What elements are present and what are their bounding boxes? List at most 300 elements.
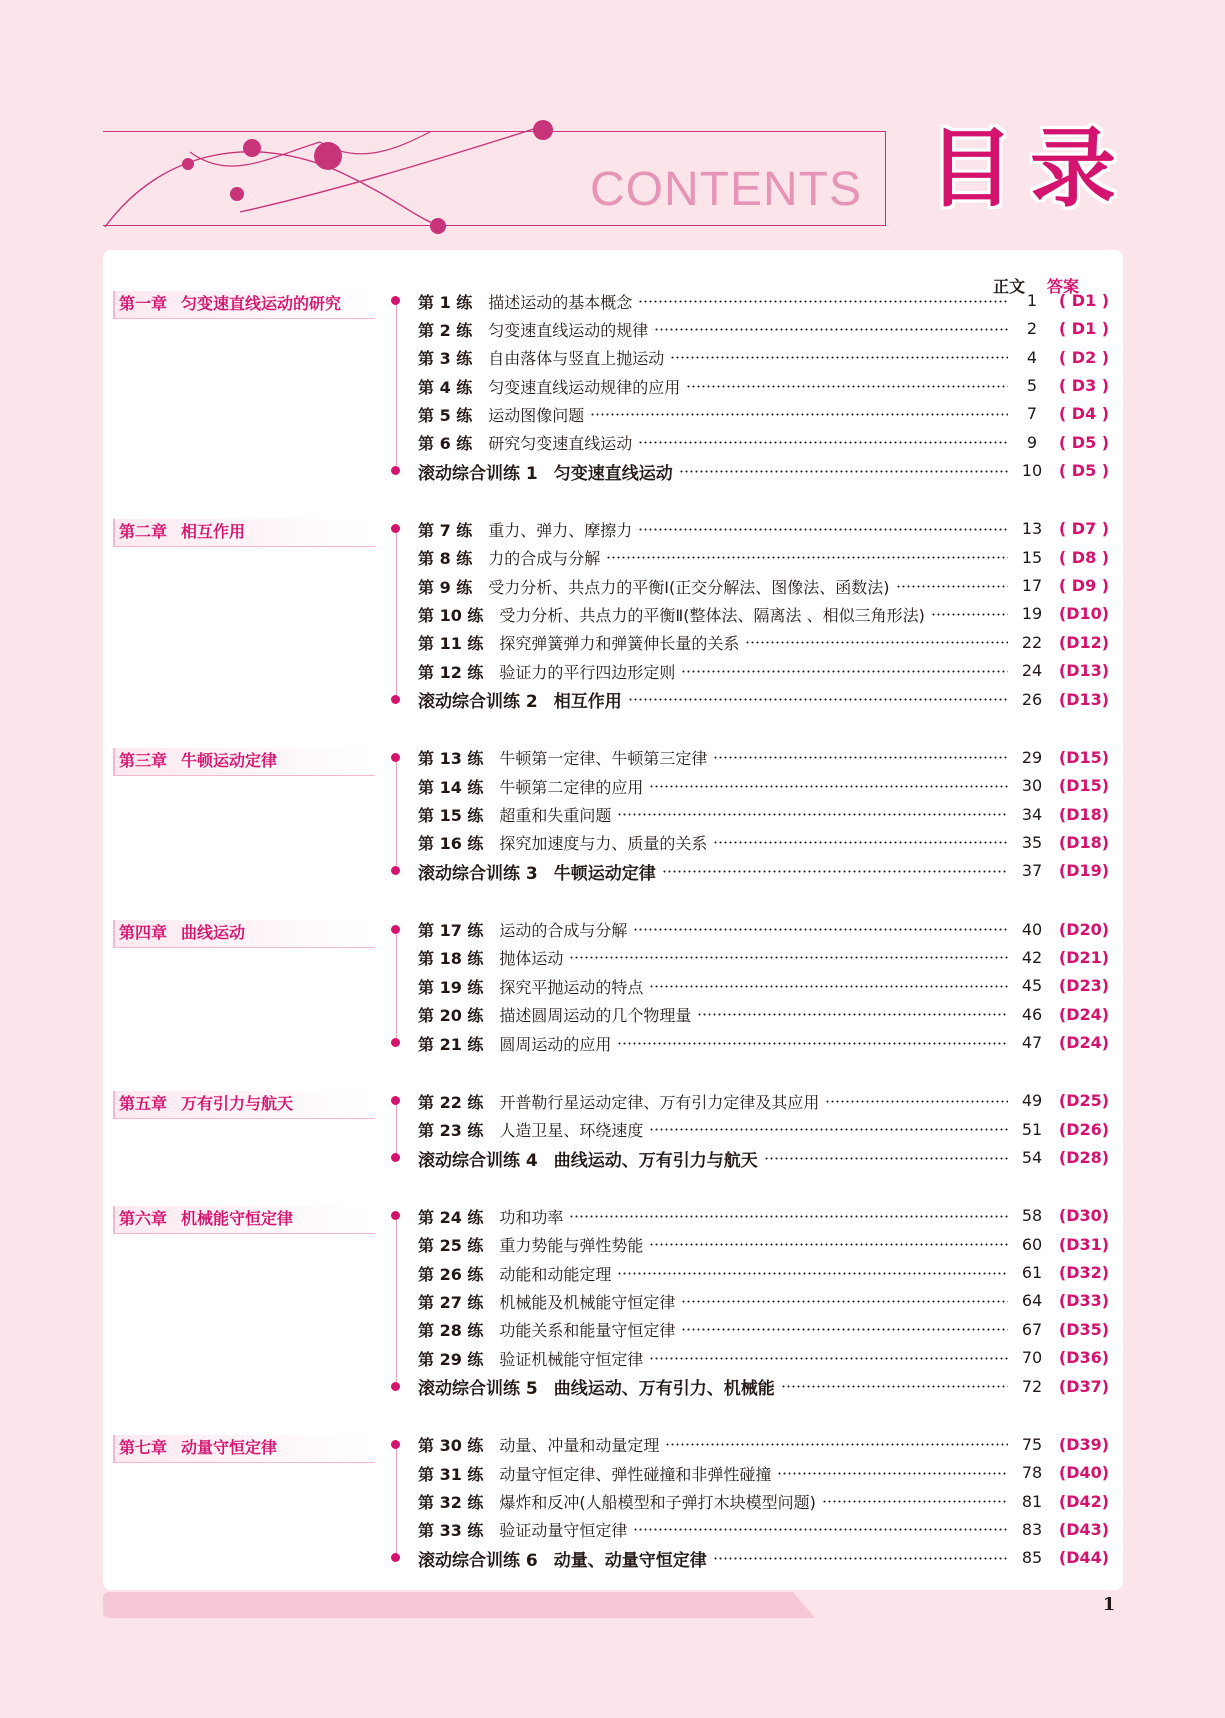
toc-review-entry[interactable] <box>103 457 1123 485</box>
toc-entry[interactable] <box>103 287 1123 315</box>
entry-answer-page: (D35) <box>1058 1319 1110 1339</box>
entry-answer-page: (D18) <box>1058 804 1110 824</box>
toc-entry[interactable] <box>103 1001 1123 1029</box>
dot-leader <box>713 756 1008 759</box>
entry-text <box>418 1287 1008 1315</box>
entry-title: 开普勒行星运动定律、万有引力定律及其应用 <box>499 1092 820 1112</box>
dot-leader <box>638 528 1008 531</box>
entry-text <box>418 1001 1008 1029</box>
header-decoration <box>100 112 560 242</box>
entry-text <box>418 287 1008 315</box>
entry-number: 第 7 练 <box>418 520 473 540</box>
dot-leader <box>649 1357 1008 1360</box>
entry-title: 功能关系和能量守恒定律 <box>499 1321 676 1341</box>
entry-page: 15 <box>1021 547 1043 567</box>
decoration-dot <box>314 142 342 170</box>
entry-title: 受力分析、共点力的平衡Ⅱ(整体法、隔离法 、相似三角形法) <box>499 605 925 625</box>
toc-entry[interactable] <box>103 1116 1123 1144</box>
decoration-dot <box>230 187 244 201</box>
dot-leader <box>781 1385 1008 1388</box>
chapter-number: 第五章 <box>119 1094 168 1114</box>
entry-text <box>418 1087 1008 1115</box>
entry-page: 45 <box>1021 976 1043 996</box>
entry-title: 验证机械能守恒定律 <box>499 1349 644 1369</box>
entry-text <box>418 1144 1008 1172</box>
dot-leader <box>665 1443 1008 1446</box>
entry-number: 滚动综合训练 4 <box>418 1150 538 1171</box>
entry-title: 动量、动量守恒定律 <box>553 1550 707 1571</box>
entry-number: 第 3 练 <box>418 349 473 369</box>
entry-title: 匀变速直线运动 <box>553 463 673 484</box>
entry-answer-page: (D30) <box>1058 1206 1110 1226</box>
column-header-main-text: 正文 <box>993 277 1026 296</box>
chapter-block <box>103 1202 1123 1400</box>
chapter-number: 第二章 <box>119 522 168 542</box>
entry-title: 描述圆周运动的几个物理量 <box>499 1006 692 1026</box>
timeline-dot <box>391 695 400 704</box>
entry-answer-page: (D25) <box>1058 1091 1110 1111</box>
entry-page: 58 <box>1021 1206 1043 1226</box>
contents-word: CONTENTS <box>590 163 862 216</box>
entry-number: 第 28 练 <box>418 1321 484 1341</box>
toc-entry[interactable] <box>103 544 1123 572</box>
entry-page: 4 <box>1026 347 1038 367</box>
chapter-name: 机械能守恒定律 <box>181 1209 294 1229</box>
entry-page: 29 <box>1021 747 1043 767</box>
chapter-name: 曲线运动 <box>181 922 246 942</box>
chapter-name: 动量守恒定律 <box>181 1437 278 1457</box>
dot-leader <box>649 1243 1008 1246</box>
entry-answer-page: ( D8 ) <box>1058 547 1110 567</box>
toc-entry[interactable] <box>103 315 1123 343</box>
decoration-dot <box>430 218 446 234</box>
dot-leader <box>697 1013 1008 1016</box>
entry-page: 35 <box>1021 832 1043 852</box>
entry-answer-page: (D15) <box>1058 776 1110 796</box>
entry-answer-page: ( D9 ) <box>1058 576 1110 596</box>
toc-review-entry[interactable] <box>103 1144 1123 1172</box>
entry-answer-page: (D44) <box>1058 1548 1110 1568</box>
entry-number: 第 21 练 <box>418 1034 484 1054</box>
timeline-dot <box>391 753 400 762</box>
entry-text <box>418 1259 1008 1287</box>
entry-number: 滚动综合训练 5 <box>418 1379 538 1400</box>
toc-review-entry[interactable] <box>103 686 1123 714</box>
entry-page: 24 <box>1021 661 1043 681</box>
entry-answer-page: (D43) <box>1058 1519 1110 1539</box>
entry-text <box>418 544 1008 572</box>
page-title: 目录 <box>928 119 1132 219</box>
entry-number: 第 32 练 <box>418 1493 484 1513</box>
dot-leader <box>777 1472 1008 1475</box>
toc-panel <box>103 250 1123 1590</box>
entry-title: 抛体运动 <box>499 949 564 969</box>
entry-title: 牛顿第二定律的应用 <box>499 777 644 797</box>
chapter-name: 万有引力与航天 <box>181 1094 294 1114</box>
dot-leader <box>628 698 1008 701</box>
chapter-number: 第七章 <box>119 1437 168 1457</box>
chapter-number: 第三章 <box>119 750 168 770</box>
entry-answer-page: (D23) <box>1058 976 1110 996</box>
entry-text <box>418 1029 1008 1057</box>
entry-answer-page: ( D2 ) <box>1058 347 1110 367</box>
entry-title: 重力势能与弹性势能 <box>499 1236 644 1256</box>
entry-number: 第 27 练 <box>418 1292 484 1312</box>
toc-entry[interactable] <box>103 1316 1123 1344</box>
dot-leader <box>649 1128 1008 1131</box>
entry-page: 19 <box>1021 604 1043 624</box>
toc-entry[interactable] <box>103 1259 1123 1287</box>
decoration-dot <box>182 158 194 170</box>
toc-entry[interactable] <box>103 772 1123 800</box>
entry-number: 第 17 练 <box>418 921 484 941</box>
entry-page: 81 <box>1021 1491 1043 1511</box>
entry-page: 54 <box>1021 1148 1043 1168</box>
entry-text <box>418 801 1008 829</box>
entry-page: 60 <box>1021 1234 1043 1254</box>
dot-leader <box>654 328 1008 331</box>
entry-page: 75 <box>1021 1434 1043 1454</box>
entry-title: 验证力的平行四边形定则 <box>499 662 676 682</box>
entry-number: 第 14 练 <box>418 777 484 797</box>
entry-title: 受力分析、共点力的平衡Ⅰ(正交分解法、图像法、函数法) <box>488 577 890 597</box>
entry-answer-page: (D40) <box>1058 1463 1110 1483</box>
chapter-number: 第一章 <box>119 294 168 313</box>
entry-number: 第 25 练 <box>418 1236 484 1256</box>
chapter-block <box>103 916 1123 1058</box>
entry-answer-page: (D12) <box>1058 632 1110 652</box>
entry-number: 第 9 练 <box>418 577 473 597</box>
entry-title: 动量、冲量和动量定理 <box>499 1436 660 1456</box>
entry-title: 运动图像问题 <box>488 405 585 425</box>
entry-page: 78 <box>1021 1463 1043 1483</box>
toc-entry[interactable] <box>103 1488 1123 1516</box>
entry-text <box>418 944 1008 972</box>
entry-answer-page: (D21) <box>1058 947 1110 967</box>
entry-title: 匀变速直线运动的规律 <box>488 320 649 340</box>
timeline-dot <box>391 1038 400 1047</box>
entry-page: 30 <box>1021 776 1043 796</box>
entry-answer-page: (D15) <box>1058 747 1110 767</box>
entry-number: 第 29 练 <box>418 1349 484 1369</box>
chapter-block <box>103 744 1123 886</box>
entry-answer-page: (D24) <box>1058 1033 1110 1053</box>
entry-title: 爆炸和反冲(人船模型和子弹打木块模型问题) <box>499 1493 816 1513</box>
entry-page: 40 <box>1021 919 1043 939</box>
entry-text <box>418 1459 1008 1487</box>
toc-entry[interactable] <box>103 1231 1123 1259</box>
entry-number: 第 12 练 <box>418 662 484 682</box>
dot-leader <box>649 785 1008 788</box>
entry-answer-page: (D39) <box>1058 1434 1110 1454</box>
toc-entry[interactable] <box>103 916 1123 944</box>
entry-number: 第 24 练 <box>418 1207 484 1227</box>
entry-text <box>418 1544 1008 1572</box>
entry-title: 力的合成与分解 <box>488 549 601 569</box>
entry-answer-page: (D13) <box>1058 689 1110 709</box>
dot-leader <box>649 985 1008 988</box>
entry-number: 第 13 练 <box>418 749 484 769</box>
entry-answer-page: ( D5 ) <box>1058 432 1110 452</box>
toc-review-entry[interactable] <box>103 857 1123 885</box>
entry-text <box>418 972 1008 1000</box>
entry-page: 49 <box>1021 1091 1043 1111</box>
timeline-dot <box>391 1553 400 1562</box>
entry-title: 研究匀变速直线运动 <box>488 434 633 454</box>
entry-answer-page: (D36) <box>1058 1348 1110 1368</box>
entry-answer-page: ( D4 ) <box>1058 404 1110 424</box>
entry-answer-page: ( D1 ) <box>1058 319 1110 339</box>
entry-title: 重力、弹力、摩擦力 <box>488 520 633 540</box>
entry-text <box>418 686 1008 714</box>
timeline-dot <box>391 1440 400 1449</box>
entry-title: 匀变速直线运动规律的应用 <box>488 377 681 397</box>
toc-entry[interactable] <box>103 429 1123 457</box>
entry-title: 相互作用 <box>553 692 622 713</box>
dot-leader <box>569 956 1008 959</box>
entry-page: 64 <box>1021 1291 1043 1311</box>
entry-title: 牛顿运动定律 <box>553 863 656 884</box>
entry-text <box>418 657 1008 685</box>
entry-number: 第 16 练 <box>418 834 484 854</box>
entry-title: 动量守恒定律、弹性碰撞和非弹性碰撞 <box>499 1464 772 1484</box>
timeline-dot <box>391 925 400 934</box>
entry-text <box>418 372 1008 400</box>
entry-title: 验证动量守恒定律 <box>499 1521 628 1541</box>
dot-leader <box>896 585 1009 588</box>
toc-entry[interactable] <box>103 629 1123 657</box>
timeline-dot <box>391 1382 400 1391</box>
entry-text <box>418 744 1008 772</box>
entry-text <box>418 1431 1008 1459</box>
entry-number: 第 8 练 <box>418 549 473 569</box>
entry-page: 10 <box>1021 461 1043 481</box>
timeline-dot <box>391 866 400 875</box>
dot-leader <box>686 385 1008 388</box>
entry-text <box>418 315 1008 343</box>
dot-leader <box>617 1042 1008 1045</box>
toc-entry[interactable] <box>103 801 1123 829</box>
entry-page: 5 <box>1026 376 1038 396</box>
toc-entry[interactable] <box>103 572 1123 600</box>
entry-page: 85 <box>1021 1548 1043 1568</box>
entry-title: 自由落体与竖直上抛运动 <box>488 349 665 369</box>
entry-page: 47 <box>1021 1033 1043 1053</box>
entry-text <box>418 1344 1008 1372</box>
chapter-name: 匀变速直线运动的研究 <box>181 294 342 313</box>
entry-number: 第 18 练 <box>418 949 484 969</box>
entry-text <box>418 515 1008 543</box>
entry-text <box>418 829 1008 857</box>
toc-review-entry[interactable] <box>103 1544 1123 1572</box>
entry-answer-page: (D20) <box>1058 919 1110 939</box>
entry-page: 2 <box>1026 319 1038 339</box>
entry-title: 探究加速度与力、质量的关系 <box>499 834 708 854</box>
toc-entry[interactable] <box>103 1516 1123 1544</box>
toc-entry[interactable] <box>103 944 1123 972</box>
entry-page: 22 <box>1021 632 1043 652</box>
entry-text <box>418 1516 1008 1544</box>
toc-entry[interactable] <box>103 400 1123 428</box>
entry-number: 第 23 练 <box>418 1121 484 1141</box>
entry-answer-page: (D26) <box>1058 1119 1110 1139</box>
timeline-dot <box>391 1211 400 1220</box>
toc-entry[interactable] <box>103 1344 1123 1372</box>
entry-text <box>418 772 1008 800</box>
entry-answer-page: (D31) <box>1058 1234 1110 1254</box>
entry-number: 滚动综合训练 3 <box>418 863 538 884</box>
entry-title: 牛顿第一定律、牛顿第三定律 <box>499 749 708 769</box>
entry-text <box>418 400 1008 428</box>
entry-title: 运动的合成与分解 <box>499 921 628 941</box>
entry-text <box>418 857 1008 885</box>
entry-title: 人造卫星、环绕速度 <box>499 1121 644 1141</box>
entry-text <box>418 457 1008 485</box>
entry-number: 第 22 练 <box>418 1092 484 1112</box>
entry-page: 61 <box>1021 1263 1043 1283</box>
dot-leader <box>617 813 1008 816</box>
entry-title: 曲线运动、万有引力、机械能 <box>553 1379 775 1400</box>
timeline-dot <box>391 1096 400 1105</box>
entry-text <box>418 629 1008 657</box>
toc-entry[interactable] <box>103 1087 1123 1115</box>
entry-page: 70 <box>1021 1348 1043 1368</box>
entry-title: 曲线运动、万有引力与航天 <box>553 1150 758 1171</box>
entry-answer-page: ( D5 ) <box>1058 461 1110 481</box>
entry-answer-page: (D19) <box>1058 861 1110 881</box>
dot-leader <box>822 1500 1008 1503</box>
entry-text <box>418 600 1008 628</box>
entry-title: 功和功率 <box>499 1207 564 1227</box>
entry-answer-page: (D28) <box>1058 1148 1110 1168</box>
toc-entry[interactable] <box>103 1431 1123 1459</box>
dot-leader <box>633 928 1008 931</box>
timeline-dot <box>391 524 400 533</box>
timeline-dot <box>391 466 400 475</box>
entry-number: 第 19 练 <box>418 977 484 997</box>
dot-leader <box>606 556 1008 559</box>
chapter-block <box>103 1087 1123 1172</box>
entry-text <box>418 344 1008 372</box>
entry-number: 第 4 练 <box>418 377 473 397</box>
toc-entry[interactable] <box>103 829 1123 857</box>
entry-number: 第 26 练 <box>418 1264 484 1284</box>
toc-entry[interactable] <box>103 972 1123 1000</box>
toc-entry[interactable] <box>103 515 1123 543</box>
dot-leader <box>638 300 1008 303</box>
entry-number: 第 6 练 <box>418 434 473 454</box>
dot-leader <box>617 1272 1008 1275</box>
dot-leader <box>681 1300 1008 1303</box>
entry-text <box>418 429 1008 457</box>
chapter-name: 相互作用 <box>181 522 246 542</box>
entry-title: 探究平抛运动的特点 <box>499 977 644 997</box>
dot-leader <box>638 441 1008 444</box>
dot-leader <box>670 356 1008 359</box>
toc-review-entry[interactable] <box>103 1373 1123 1401</box>
entry-number: 滚动综合训练 6 <box>418 1550 538 1571</box>
chapter-block <box>103 515 1123 713</box>
entry-page: 83 <box>1021 1519 1043 1539</box>
entry-text <box>418 1116 1008 1144</box>
dot-leader <box>745 641 1008 644</box>
decoration-dot <box>243 139 261 157</box>
entry-number: 第 31 练 <box>418 1464 484 1484</box>
toc-entry[interactable] <box>103 372 1123 400</box>
entry-answer-page: (D13) <box>1058 661 1110 681</box>
entry-answer-page: (D10) <box>1058 604 1110 624</box>
entry-title: 圆周运动的应用 <box>499 1034 612 1054</box>
entry-page: 46 <box>1021 1004 1043 1024</box>
toc-entry[interactable] <box>103 1459 1123 1487</box>
entry-page: 17 <box>1021 576 1043 596</box>
entry-number: 第 15 练 <box>418 806 484 826</box>
entry-answer-page: ( D7 ) <box>1058 519 1110 539</box>
entry-page: 42 <box>1021 947 1043 967</box>
entry-page: 9 <box>1026 432 1038 452</box>
entry-text <box>418 1316 1008 1344</box>
entry-answer-page: (D24) <box>1058 1004 1110 1024</box>
timeline-dot <box>391 1153 400 1162</box>
entry-text <box>418 1488 1008 1516</box>
toc-entry[interactable] <box>103 344 1123 372</box>
entry-number: 第 30 练 <box>418 1436 484 1456</box>
entry-answer-page: (D18) <box>1058 832 1110 852</box>
chapter-block <box>103 287 1123 485</box>
entry-answer-page: (D33) <box>1058 1291 1110 1311</box>
entry-number: 第 5 练 <box>418 405 473 425</box>
entry-text <box>418 1373 1008 1401</box>
toc-entry[interactable] <box>103 1287 1123 1315</box>
column-header-answer: 答案 <box>1047 277 1080 296</box>
dot-leader <box>633 1528 1008 1531</box>
entry-number: 第 11 练 <box>418 634 484 654</box>
entry-page: 7 <box>1026 404 1038 424</box>
entry-page: 26 <box>1021 689 1043 709</box>
entry-answer-page: ( D3 ) <box>1058 376 1110 396</box>
toc-entry[interactable] <box>103 1029 1123 1057</box>
bottom-band <box>103 1592 1123 1618</box>
dot-leader <box>713 1557 1008 1560</box>
chapter-name: 牛顿运动定律 <box>181 750 278 770</box>
toc-entry[interactable] <box>103 1202 1123 1230</box>
entry-number: 第 33 练 <box>418 1521 484 1541</box>
entry-text <box>418 916 1008 944</box>
entry-number: 第 2 练 <box>418 320 473 340</box>
decoration-dot <box>533 120 553 140</box>
entry-number: 第 20 练 <box>418 1006 484 1026</box>
toc-entry[interactable] <box>103 744 1123 772</box>
dot-leader <box>681 1328 1008 1331</box>
toc-entry[interactable] <box>103 657 1123 685</box>
chapter-block <box>103 1431 1123 1573</box>
entry-page: 67 <box>1021 1319 1043 1339</box>
entry-number: 第 1 练 <box>418 292 473 312</box>
entry-title: 超重和失重问题 <box>499 806 612 826</box>
dot-leader <box>764 1157 1008 1160</box>
entry-page: 37 <box>1021 861 1043 881</box>
toc-entry[interactable] <box>103 600 1123 628</box>
entry-answer-page: (D32) <box>1058 1263 1110 1283</box>
dot-leader <box>590 413 1008 416</box>
entry-number: 滚动综合训练 2 <box>418 692 538 713</box>
entry-answer-page: (D42) <box>1058 1491 1110 1511</box>
entry-title: 探究弹簧弹力和弹簧伸长量的关系 <box>499 634 740 654</box>
entry-page: 72 <box>1021 1376 1043 1396</box>
dot-leader <box>825 1100 1008 1103</box>
entry-answer-page: (D37) <box>1058 1376 1110 1396</box>
entry-title: 机械能及机械能守恒定律 <box>499 1292 676 1312</box>
